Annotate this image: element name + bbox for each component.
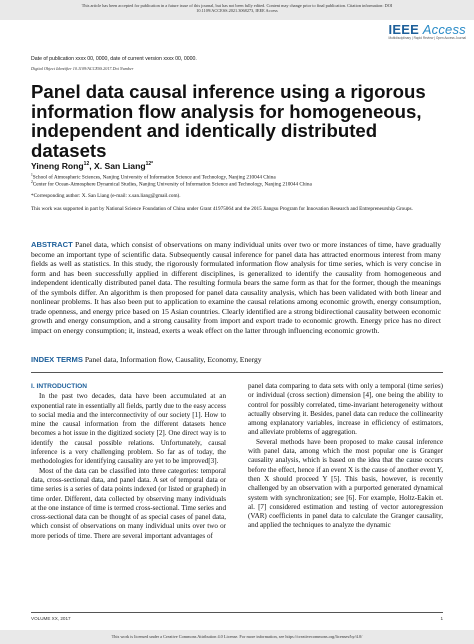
license-notice: This work is licensed under a Creative Commons Attribution 4.0 License. For more information, see https://creativecommons.org/licenses/by/4.0/ <box>0 630 474 644</box>
index-terms-text: Panel data, Information flow, Causality, Economy, Energy <box>84 355 262 364</box>
doi-line: Digital Object Identifier 10.1109/ACCESS.2017.Doi Number <box>31 66 134 71</box>
affiliation-1-num: 1 <box>31 173 33 177</box>
intro-paragraph-1: In the past two decades, data have been accumulated at an exponential rate in essentially all fields, partly due to the easy access to social media and the interconnectivity of our society [1]. How to mine the causal information from the different datasets hence becomes a hot issue in the digitized society [2]. One direct way is to identify the causal possible relations. Unfortunately, causal inference is a very challenging problem. So far as of today, the methodologies for identifying causality are yet to be improved[3]. <box>31 392 227 466</box>
index-terms-label: INDEX TERMS <box>31 355 83 364</box>
affiliation-2 <box>31 179 451 188</box>
index-terms <box>31 355 262 364</box>
left-column <box>31 382 226 541</box>
right-column <box>248 382 443 531</box>
intro-heading: I. INTRODUCTION <box>31 383 88 390</box>
author-2-affil: 12* <box>145 161 154 168</box>
author-1: Yineng Rong <box>31 161 84 171</box>
abstract-label: ABSTRACT <box>31 240 73 249</box>
intro-paragraph-3: panel data comparing to data sets with only a temporal (time series) or individual (cross section) dimension [4], one being the ability to control for possibly correlated, time-invariant heterogeneity without actually observing it. Besides, panel data can reduce the collinearity among explanatory variables, increase in efficiency of estimators, and alleviate problems of aggregation. <box>248 382 443 437</box>
volume-label: VOLUME XX, 2017 <box>31 616 71 621</box>
logo-brand: IEEE <box>388 22 419 37</box>
publication-date: Date of publication xxxx 00, 0000, date of current version xxxx 00, 0000. <box>31 56 197 62</box>
affiliation-2-num: 2 <box>31 180 33 184</box>
corresponding-author: *Corresponding author: X. San Liang (e-mail: x.san.liang@gmail.com). <box>31 193 181 199</box>
paper-title: Panel data causal inference using a rigorous information flow analysis for homogeneous, independent and identically distributed datasets <box>31 81 426 161</box>
ieee-access-logo <box>389 22 466 40</box>
logo-tagline: Multidisciplinary | Rapid Review | Open Access Journal <box>388 36 466 40</box>
banner-line-1: This article has been accepted for publication in a future issue of this journal, but has not been fully edited. Content may change prior to final publication. Citation information: DOI <box>81 3 393 8</box>
logo-product: Access <box>422 22 466 37</box>
author-2: X. San Liang <box>94 161 146 171</box>
author-line <box>31 161 153 171</box>
footer-divider <box>31 612 443 613</box>
author-separator: , <box>89 161 95 171</box>
affiliation-2-text: Center for Ocean-Atmosphere Dynamical Studies, Nanjing University of Information Science and Technology, Nanjing 210044 China <box>32 181 312 188</box>
page-footer <box>31 616 443 621</box>
section-divider <box>31 372 443 373</box>
intro-paragraph-4: Several methods have been proposed to make causal inference with panel data, among which the most popular one is Granger causality analysis, which is based on the idea that the cause occurs before the effect, hence if an event X is the cause of another event Y, then X should proceed Y [5]. This basis, however, is recently challenged by an observation with a purported generated dynamical system with synchronization; see [6]. For example, Holtz-Eakin et. al. [7] considered estimation and testing of vector autoregression (VAR) coefficients in panel data to calculate the Granger causality, and applied the techniques to analyze the dynamic <box>248 437 443 530</box>
abstract <box>31 240 441 335</box>
abstract-text: Panel data, which consist of observations on many individual units over two or more instances of time, have gradually become an important type of scientific data. Subsequently causal inference for panel data has attracted enormous interest from many fields as well as statistics. In this study, the rigorously formulated information flow analysis for time series, which is very concise in form and has been successfully applied in different disciplines, is generalized to identify the causality from homogeneous and independent identically distributed panel data. The resulting formula bears the same form as that for the former, though the meanings of the symbols differ. An algorithm is then proposed for panel data causality analysis, which has been validated with both linear and nonlinear problems. It has also been put to application to examine the causal relations among economic growth, energy consumption, trade openness, and energy price based on 15 Asian countries. Clearly identified are a strong bidirectional causality between economic growth and energy consumption, and a strong causality from import and export trade to economic growth. Energy price has no direct impact on energy consumption; it, instead, exerts a weak effect on the latter through influencing economic growth. <box>31 240 441 335</box>
funding-note: This work was supported in part by National Science Foundation of China under Grant 41975064 and the 2015 Jiangsu Program for Innovation Research and Entrepreneurship Groups. <box>31 206 413 212</box>
intro-paragraph-2: Most of the data can be classified into three categories: temporal data, cross-sectional data, and panel data. A set of temporal data or time series is a series of data points indexed (or listed or graphed) in time order. Different, data collected by observing many individuals at the one instance of time is termed cross-sectional. Time series and cross-sectional data can be thought of as special cases of panel data, which consist of observations on many individual units over two or more periods of time. There are several important advantages of <box>31 466 226 540</box>
affiliation-1-text: School of Atmospheric Sciences, Nanjing University of Information Science and Technology, Nanjing 210044 China <box>32 174 276 181</box>
author-1-affil: 12 <box>83 161 90 168</box>
banner-line-2: 10.1109/ACCESS.2021.3068273, IEEE Access <box>196 8 278 13</box>
logo-wordmark <box>389 22 466 37</box>
page-number: 1 <box>440 616 443 621</box>
publication-notice-banner <box>0 0 474 20</box>
